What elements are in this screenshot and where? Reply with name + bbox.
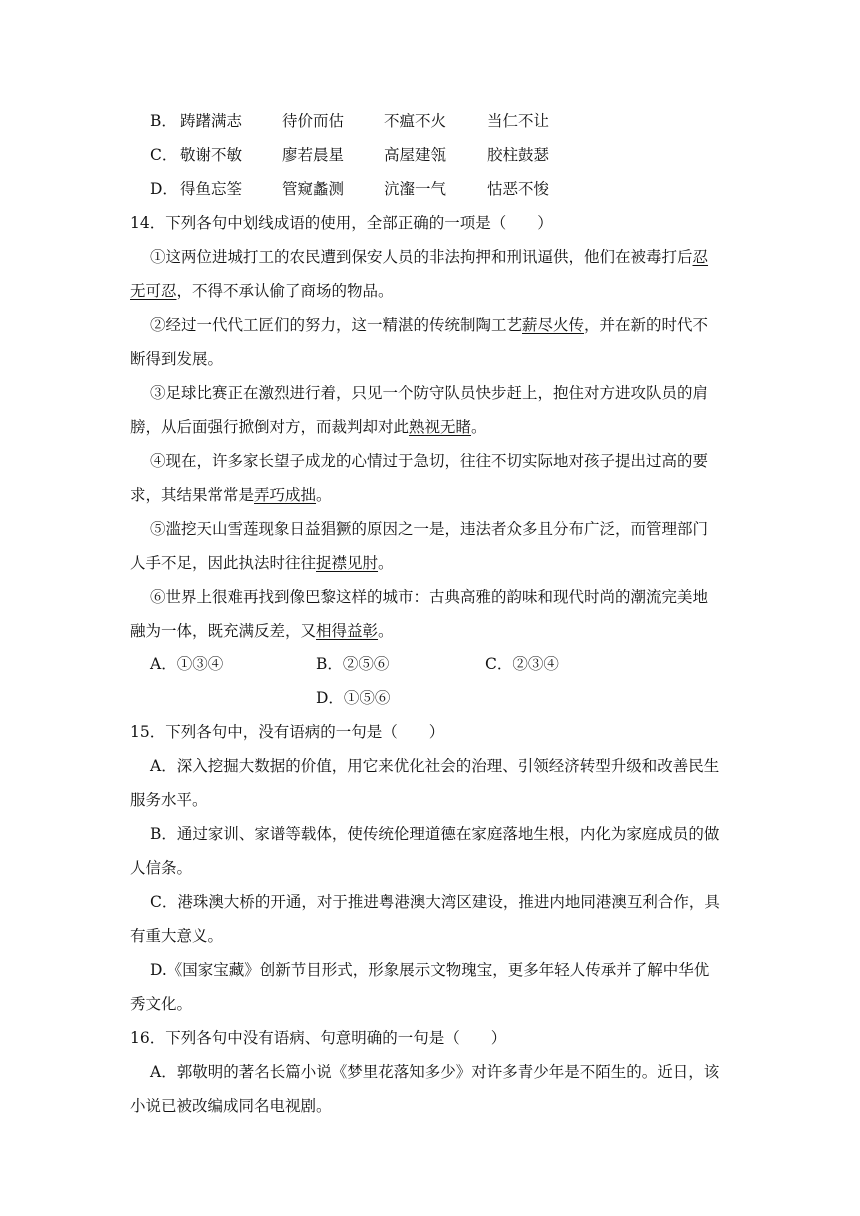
sentence-text: 融为一体，既充满反差，又 <box>130 622 317 640</box>
idiom: 得鱼忘筌 <box>180 180 243 198</box>
idiom: 沆瀣一气 <box>384 180 447 198</box>
q14-sentence-5-cont <box>130 553 394 573</box>
idiom: 敬谢不敏 <box>180 146 243 164</box>
q15-option-c: C．港珠澳大桥的开通，对于推进粤港澳大湾区建设，推进内地同港澳互利合作，具 <box>150 893 720 911</box>
idiom: 当仁不让 <box>487 112 550 130</box>
q14-sentence-1 <box>150 247 708 267</box>
sentence-text: 人手不足，因此执法时往往 <box>130 554 317 572</box>
underlined-idiom: 熟视无睹 <box>409 418 472 436</box>
q14-option-d: D．①⑤⑥ <box>316 689 391 707</box>
q15-option-d-cont: 秀文化。 <box>130 995 193 1013</box>
sentence-text: 。 <box>378 622 394 640</box>
q14-sentence-4: ④现在，许多家长望子成龙的心情过于急切，往往不切实际地对孩子提出过高的要 <box>150 452 709 470</box>
q15-option-b-cont: 人信条。 <box>130 859 193 877</box>
q16-option-a-cont: 小说已被改编成同名电视剧。 <box>130 1097 332 1115</box>
q14-sentence-6: ⑥世界上很难再找到像巴黎这样的城市：古典高雅的韵味和现代时尚的潮流完美地 <box>150 588 709 606</box>
sentence-text: 求，其结果常常是 <box>130 486 255 504</box>
sentence-text: ，不得不承认偷了商场的物品。 <box>176 282 394 300</box>
idiom: 廖若晨星 <box>282 146 345 164</box>
sentence-text: ①这两位进城打工的农民遭到保安人员的非法拘押和刑讯逼供，他们在被毒打后 <box>150 248 693 266</box>
q15-option-b: B．通过家训、家谱等载体，使传统伦理道德在家庭落地生根，内化为家庭成员的做 <box>150 825 720 843</box>
q15-option-c-cont: 有重大意义。 <box>130 927 224 945</box>
sentence-text: 。 <box>316 486 332 504</box>
underlined-idiom: 薪尽火传 <box>522 316 585 334</box>
sentence-text: ，并在新的时代不 <box>584 316 709 334</box>
q15-stem: 15．下列各句中，没有语病的一句是（ ） <box>130 723 445 741</box>
q14-sentence-2-cont: 断得到发展。 <box>130 350 224 368</box>
underlined-idiom: 相得益彰 <box>316 622 379 640</box>
underlined-idiom: 捉襟见肘 <box>316 554 379 572</box>
idiom: 胶柱鼓瑟 <box>487 146 550 164</box>
underlined-idiom: 忍 <box>692 248 709 266</box>
idiom: 怙恶不悛 <box>487 180 550 198</box>
q14-sentence-4-cont <box>130 485 332 505</box>
idiom: 踌躇满志 <box>180 112 243 130</box>
q14-sentence-6-cont <box>130 621 394 641</box>
q15-option-a: A．深入挖掘大数据的价值，用它来优化社会的治理、引领经济转型升级和改善民生 <box>150 757 720 775</box>
sentence-text: ②经过一代代工匠们的努力，这一精湛的传统制陶工艺 <box>150 316 523 334</box>
q14-sentence-3: ③足球比赛正在激烈进行着，只见一个防守队员快步赶上，抱住对方进攻队员的肩 <box>150 384 709 402</box>
q14-sentence-3-cont <box>130 417 487 437</box>
q14-option-c: C．②③④ <box>485 655 559 673</box>
q14-option-b: B．②⑤⑥ <box>316 655 390 673</box>
q16-stem: 16．下列各句中没有语病、句意明确的一句是（ ） <box>130 1029 507 1047</box>
idiom: 管窥蠡测 <box>282 180 345 198</box>
underlined-idiom: 弄巧成拙 <box>254 486 317 504</box>
idiom: 高屋建瓴 <box>384 146 447 164</box>
sentence-text: 膀，从后面强行掀倒对方，而裁判却对此 <box>130 418 410 436</box>
q15-option-a-cont: 服务水平。 <box>130 791 208 809</box>
underlined-idiom: 无可忍 <box>130 282 177 300</box>
option-letter: B． <box>150 112 177 130</box>
sentence-text: 。 <box>471 418 487 436</box>
q14-stem: 14．下列各句中划线成语的使用，全部正确的一项是（ ） <box>130 214 553 232</box>
q14-sentence-5: ⑤滥挖天山雪莲现象日益猖獗的原因之一是，违法者众多且分布广泛，而管理部门 <box>150 520 709 538</box>
idiom: 不瘟不火 <box>384 112 447 130</box>
sentence-text: 。 <box>378 554 394 572</box>
q14-sentence-2 <box>150 315 708 335</box>
q14-option-a: A．①③④ <box>150 655 224 673</box>
q15-option-d: D.《国家宝藏》创新节目形式，形象展示文物瑰宝，更多年轻人传承并了解中华优 <box>150 961 710 979</box>
option-letter: D． <box>150 180 178 198</box>
idiom: 待价而估 <box>282 112 345 130</box>
option-letter: C． <box>150 146 178 164</box>
q14-sentence-1-cont <box>130 281 394 301</box>
q16-option-a: A．郭敬明的著名长篇小说《梦里花落知多少》对许多青少年是不陌生的。近日，该 <box>150 1063 720 1081</box>
